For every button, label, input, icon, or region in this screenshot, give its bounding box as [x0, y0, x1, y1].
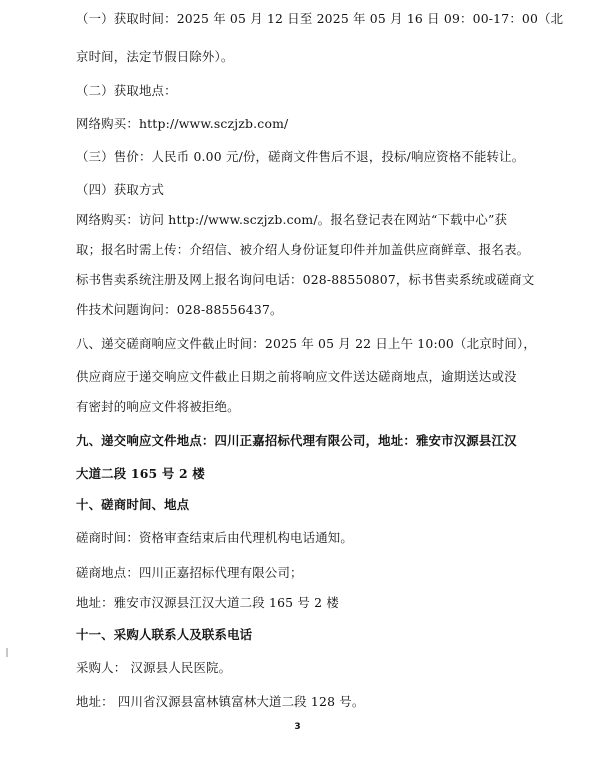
heading-consultation-time-place: 十、磋商时间、地点	[76, 497, 190, 512]
text-line-purchaser-address: 地址： 四川省汉源县富林镇富林大道二段 128 号。	[76, 694, 365, 709]
text-line-registration-upload: 取；报名时需上传：介绍信、被介绍人身份证复印件并加盖供应商鲜章、报名表。	[76, 242, 530, 257]
text-line-acquire-time: （一）获取时间：2025 年 05 月 12 日至 2025 年 05 月 16 日 09：00-17：00（北	[76, 11, 564, 26]
text-line-price: （三）售价：人民币 0.00 元/份，磋商文件售后不退，投标/响应资格不能转让。	[76, 149, 525, 164]
page-number: 3	[294, 722, 301, 732]
text-line-acquire-place-heading: （二）获取地点：	[76, 83, 177, 98]
heading-submission-place: 九、递交响应文件地点：四川正嘉招标代理有限公司，地址：雅安市汉源县江汉	[76, 433, 517, 448]
text-line-purchaser: 采购人： 汉源县人民医院。	[76, 660, 232, 675]
text-line-technical-phone: 件技术问题询问：028-88556437。	[76, 302, 283, 317]
text-line-registration-phone: 标书售卖系统注册及网上报名询问电话：028-88550807，标书售卖系统或磋商文	[76, 272, 535, 287]
text-line-acquire-method-heading: （四）获取方式	[76, 182, 165, 197]
text-line-address: 地址：雅安市汉源县江汉大道二段 165 号 2 楼	[76, 595, 339, 610]
text-line-consultation-place: 磋商地点：四川正嘉招标代理有限公司；	[76, 565, 303, 580]
text-line-deadline: 八、递交磋商响应文件截止时间：2025 年 05 月 22 日上午 10:00（北京时间），	[76, 336, 536, 351]
text-line-online-purchase-visit: 网络购买：访问 http://www.sczjzb.com/。报名登记表在网站“下载中心”获	[76, 212, 508, 227]
heading-submission-place-cont: 大道二段 165 号 2 楼	[76, 466, 205, 481]
text-line-acquire-time-cont: 京时间，法定节假日除外）。	[76, 49, 234, 64]
heading-purchaser-contact: 十一、采购人联系人及联系电话	[76, 627, 253, 642]
scan-edge-mark	[6, 648, 8, 657]
text-line-deadline-cont-1: 供应商应于递交响应文件截止日期之前将响应文件送达磋商地点，逾期送达或没	[76, 369, 517, 384]
text-line-online-purchase-url: 网络购买：http://www.sczjzb.com/	[76, 116, 289, 131]
text-line-consultation-time: 磋商时间：资格审查结束后由代理机构电话通知。	[76, 530, 353, 545]
text-line-deadline-cont-2: 有密封的响应文件将被拒绝。	[76, 399, 240, 414]
